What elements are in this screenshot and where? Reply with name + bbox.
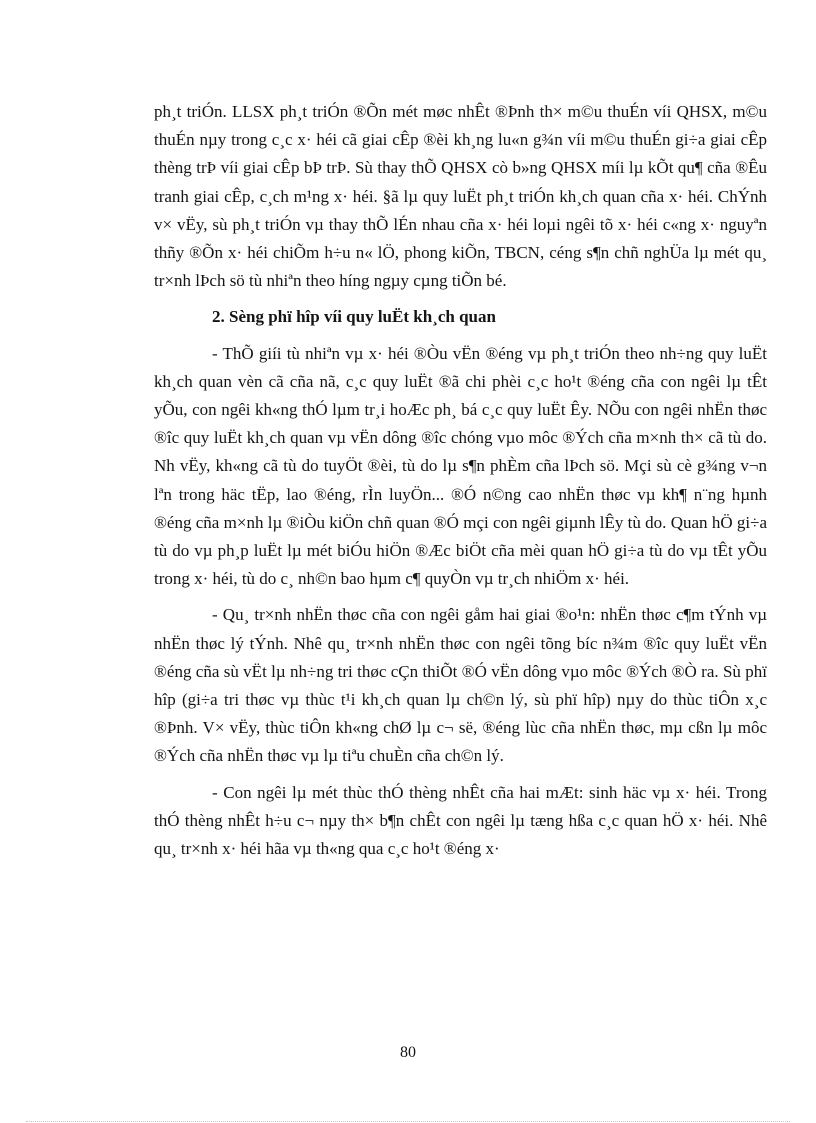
page-bottom-divider xyxy=(26,1121,790,1122)
paragraph-cognition: - Qu¸ tr×nh nhËn thøc cña con ngêi gåm hai giai ®o¹n: nhËn thøc c¶m tÝnh vµ nhËn thøc lý tÝnh. Nhê qu¸ tr×nh nhËn thøc con ngêi tõng bíc n¾m ®îc quy luËt vËn ®éng cña sù vËt lµ nh÷ng tri thøc cÇn thiÕt ®Ó vËn dông vµo môc ®Ých ®Ò ra. Sù phï hîp (gi÷a tri thøc vµ thùc t¹i kh¸ch quan lµ ch©n lý, sù phï hîp) nµy do thùc tiÔn x¸c ®Þnh. V× vËy, thùc tiÔn kh«ng chØ lµ c¬ së, ®éng lùc cña nhËn thøc, mµ cßn lµ môc ®Ých cña nhËn thøc vµ lµ tiªu chuÈn cña ch©n lý. xyxy=(154,605,767,766)
page-number: 80 xyxy=(400,1044,416,1061)
paragraph-laws: - ThÕ giíi tù nhiªn vµ x· héi ®Òu vËn ®éng vµ ph¸t triÓn theo nh÷ng quy luËt kh¸ch quan vèn cã cña nã, c¸c quy luËt ®ã chi phèi c¸c ho¹t ®éng cña con ngêi lµ tÊt yÕu, con ngêi kh«ng thÓ lµm tr¸i hoÆc ph¸ bá c¸c quy luËt Êy. NÕu con ngêi nhËn thøc ®îc quy luËt kh¸ch quan vµ vËn dông ®îc chóng vµo môc ®Ých cña m×nh th× cã tù do. Nh vËy, kh«ng cã tù do tuyÖt ®èi, tù do lµ s¶n phÈm cña lÞch sö. Mçi sù cè g¾ng v¬n lªn trong häc tËp, lao ®éng, rÌn luyÖn... ®Ó n©ng cao nhËn thøc vµ kh¶ n¨ng hµnh ®éng cña m×nh lµ ®iÒu kiÖn chñ quan ®Ó mçi con ngêi giµnh lÊy tù do. Quan hÖ gi÷a tù do vµ ph¸p luËt lµ mét biÓu hiÖn ®Æc biÖt cña mèi quan hÖ gi÷a tù do vµ tÊt yÕu trong x· héi, tù do c¸ nh©n bao hµm c¶ quyÒn vµ tr¸ch nhiÖm x· héi. xyxy=(154,343,767,589)
paragraph-human: - Con ngêi lµ mét thùc thÓ thèng nhÊt cña hai mÆt: sinh häc vµ x· héi. Trong thÓ thèng nhÊt h÷u c¬ nµy th× b¶n chÊt con ngêi lµ tæng hßa c¸c quan hÖ x· héi. Nhê qu¸ tr×nh x· héi hãa vµ th«ng qua c¸c ho¹t ®éng x· xyxy=(154,782,767,859)
body-text xyxy=(154,98,767,871)
section-heading: 2. Sèng phï hîp víi quy luËt kh¸ch quan xyxy=(212,307,496,327)
paragraph-intro: ph¸t triÓn. LLSX ph¸t triÓn ®Õn mét møc nhÊt ®Þnh th× m©u thuÉn víi QHSX, m©u thuÉn nµy trong c¸c x· héi cã giai cÊp ®èi kh¸ng lu«n g¾n víi m©u thuÉn gi÷a giai cÊp thèng trÞ víi giai cÊp bÞ trÞ. Sù thay thÕ QHSX cò b»ng QHSX míi lµ kÕt qu¶ cña ®Êu tranh giai cÊp, c¸ch m¹ng x· héi. §ã lµ quy luËt ph¸t triÓn kh¸ch quan cña x· héi. ChÝnh v× vËy, sù ph¸t triÓn vµ thay thÕ lÉn nhau cña x· héi loµi ngêi tõ x· héi c«ng x· nguyªn thñy ®Õn x· héi chiÕm h÷u n« lÖ, phong kiÕn, TBCN, céng s¶n chñ nghÜa lµ mét qu¸ tr×nh lÞch sö tù nhiªn theo híng ngµy cµng tiÕn bé. xyxy=(154,102,767,291)
